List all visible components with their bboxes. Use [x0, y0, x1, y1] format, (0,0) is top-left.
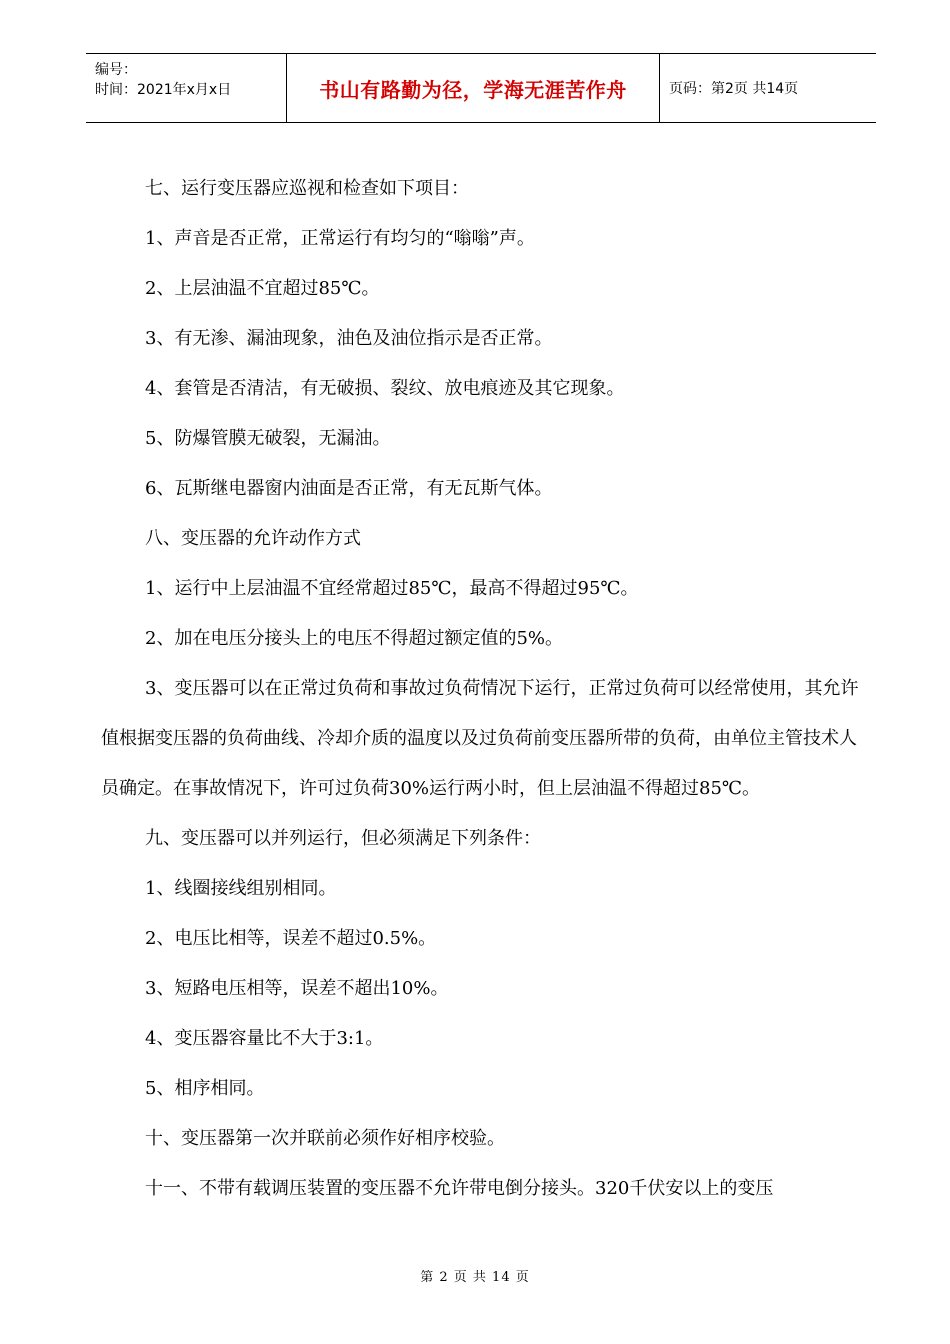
paragraph: 2、电压比相等，误差不超过0.5%。	[145, 928, 437, 949]
paragraph: 3、有无渗、漏油现象，油色及油位指示是否正常。	[145, 328, 553, 349]
paragraph: 5、相序相同。	[145, 1078, 265, 1099]
paragraph: 5、防爆管膜无破裂，无漏油。	[145, 428, 391, 449]
document-date-label: 时间：2021年x月x日	[95, 82, 232, 98]
paragraph: 3、短路电压相等，误差不超出10%。	[145, 978, 449, 999]
paragraph: 4、变压器容量比不大于3:1。	[145, 1028, 384, 1049]
paragraph: 1、线圈接线组别相同。	[145, 878, 337, 899]
page-header	[86, 53, 876, 123]
paragraph: 2、上层油温不宜超过85℃。	[145, 278, 380, 299]
paragraph: 1、运行中上层油温不宜经常超过85℃，最高不得超过95℃。	[145, 578, 639, 599]
paragraph: 4、套管是否清洁，有无破损、裂纹、放电痕迹及其它现象。	[145, 378, 625, 399]
paragraph: 九、变压器可以并列运行，但必须满足下列条件：	[145, 828, 541, 849]
paragraph: 十、变压器第一次并联前必须作好相序校验。	[145, 1128, 505, 1149]
paragraph: 3、变压器可以在正常过负荷和事故过负荷情况下运行，正常过负荷可以经常使用，其允许值根据变压器的负荷曲线、冷却介质的温度以及过负荷前变压器所带的负荷，由单位主管技术人员确定。在事故情况下，许可过负荷30%运行两小时，但上层油温不得超过85℃。	[101, 678, 859, 799]
paragraph: 2、加在电压分接头上的电压不得超过额定值的5%。	[145, 628, 564, 649]
paragraph: 八、变压器的允许动作方式	[145, 528, 361, 549]
paragraph: 1、声音是否正常，正常运行有均匀的“嗡嗡”声。	[145, 228, 535, 249]
paragraph: 七、运行变压器应巡视和检查如下项目：	[145, 178, 469, 199]
header-meta-cell	[86, 54, 287, 122]
page-footer: 第 2 页 共 14 页	[420, 1270, 530, 1285]
paragraph: 6、瓦斯继电器窗内油面是否正常，有无瓦斯气体。	[145, 478, 553, 499]
document-body	[101, 164, 873, 1214]
document-number-label: 编号：	[95, 62, 137, 78]
header-motto: 书山有路勤为径，学海无涯苦作舟	[287, 54, 660, 122]
header-page-number: 页码：第2页 共14页	[669, 81, 799, 97]
paragraph: 十一、不带有载调压装置的变压器不允许带电倒分接头。320千伏安以上的变压	[145, 1178, 774, 1199]
